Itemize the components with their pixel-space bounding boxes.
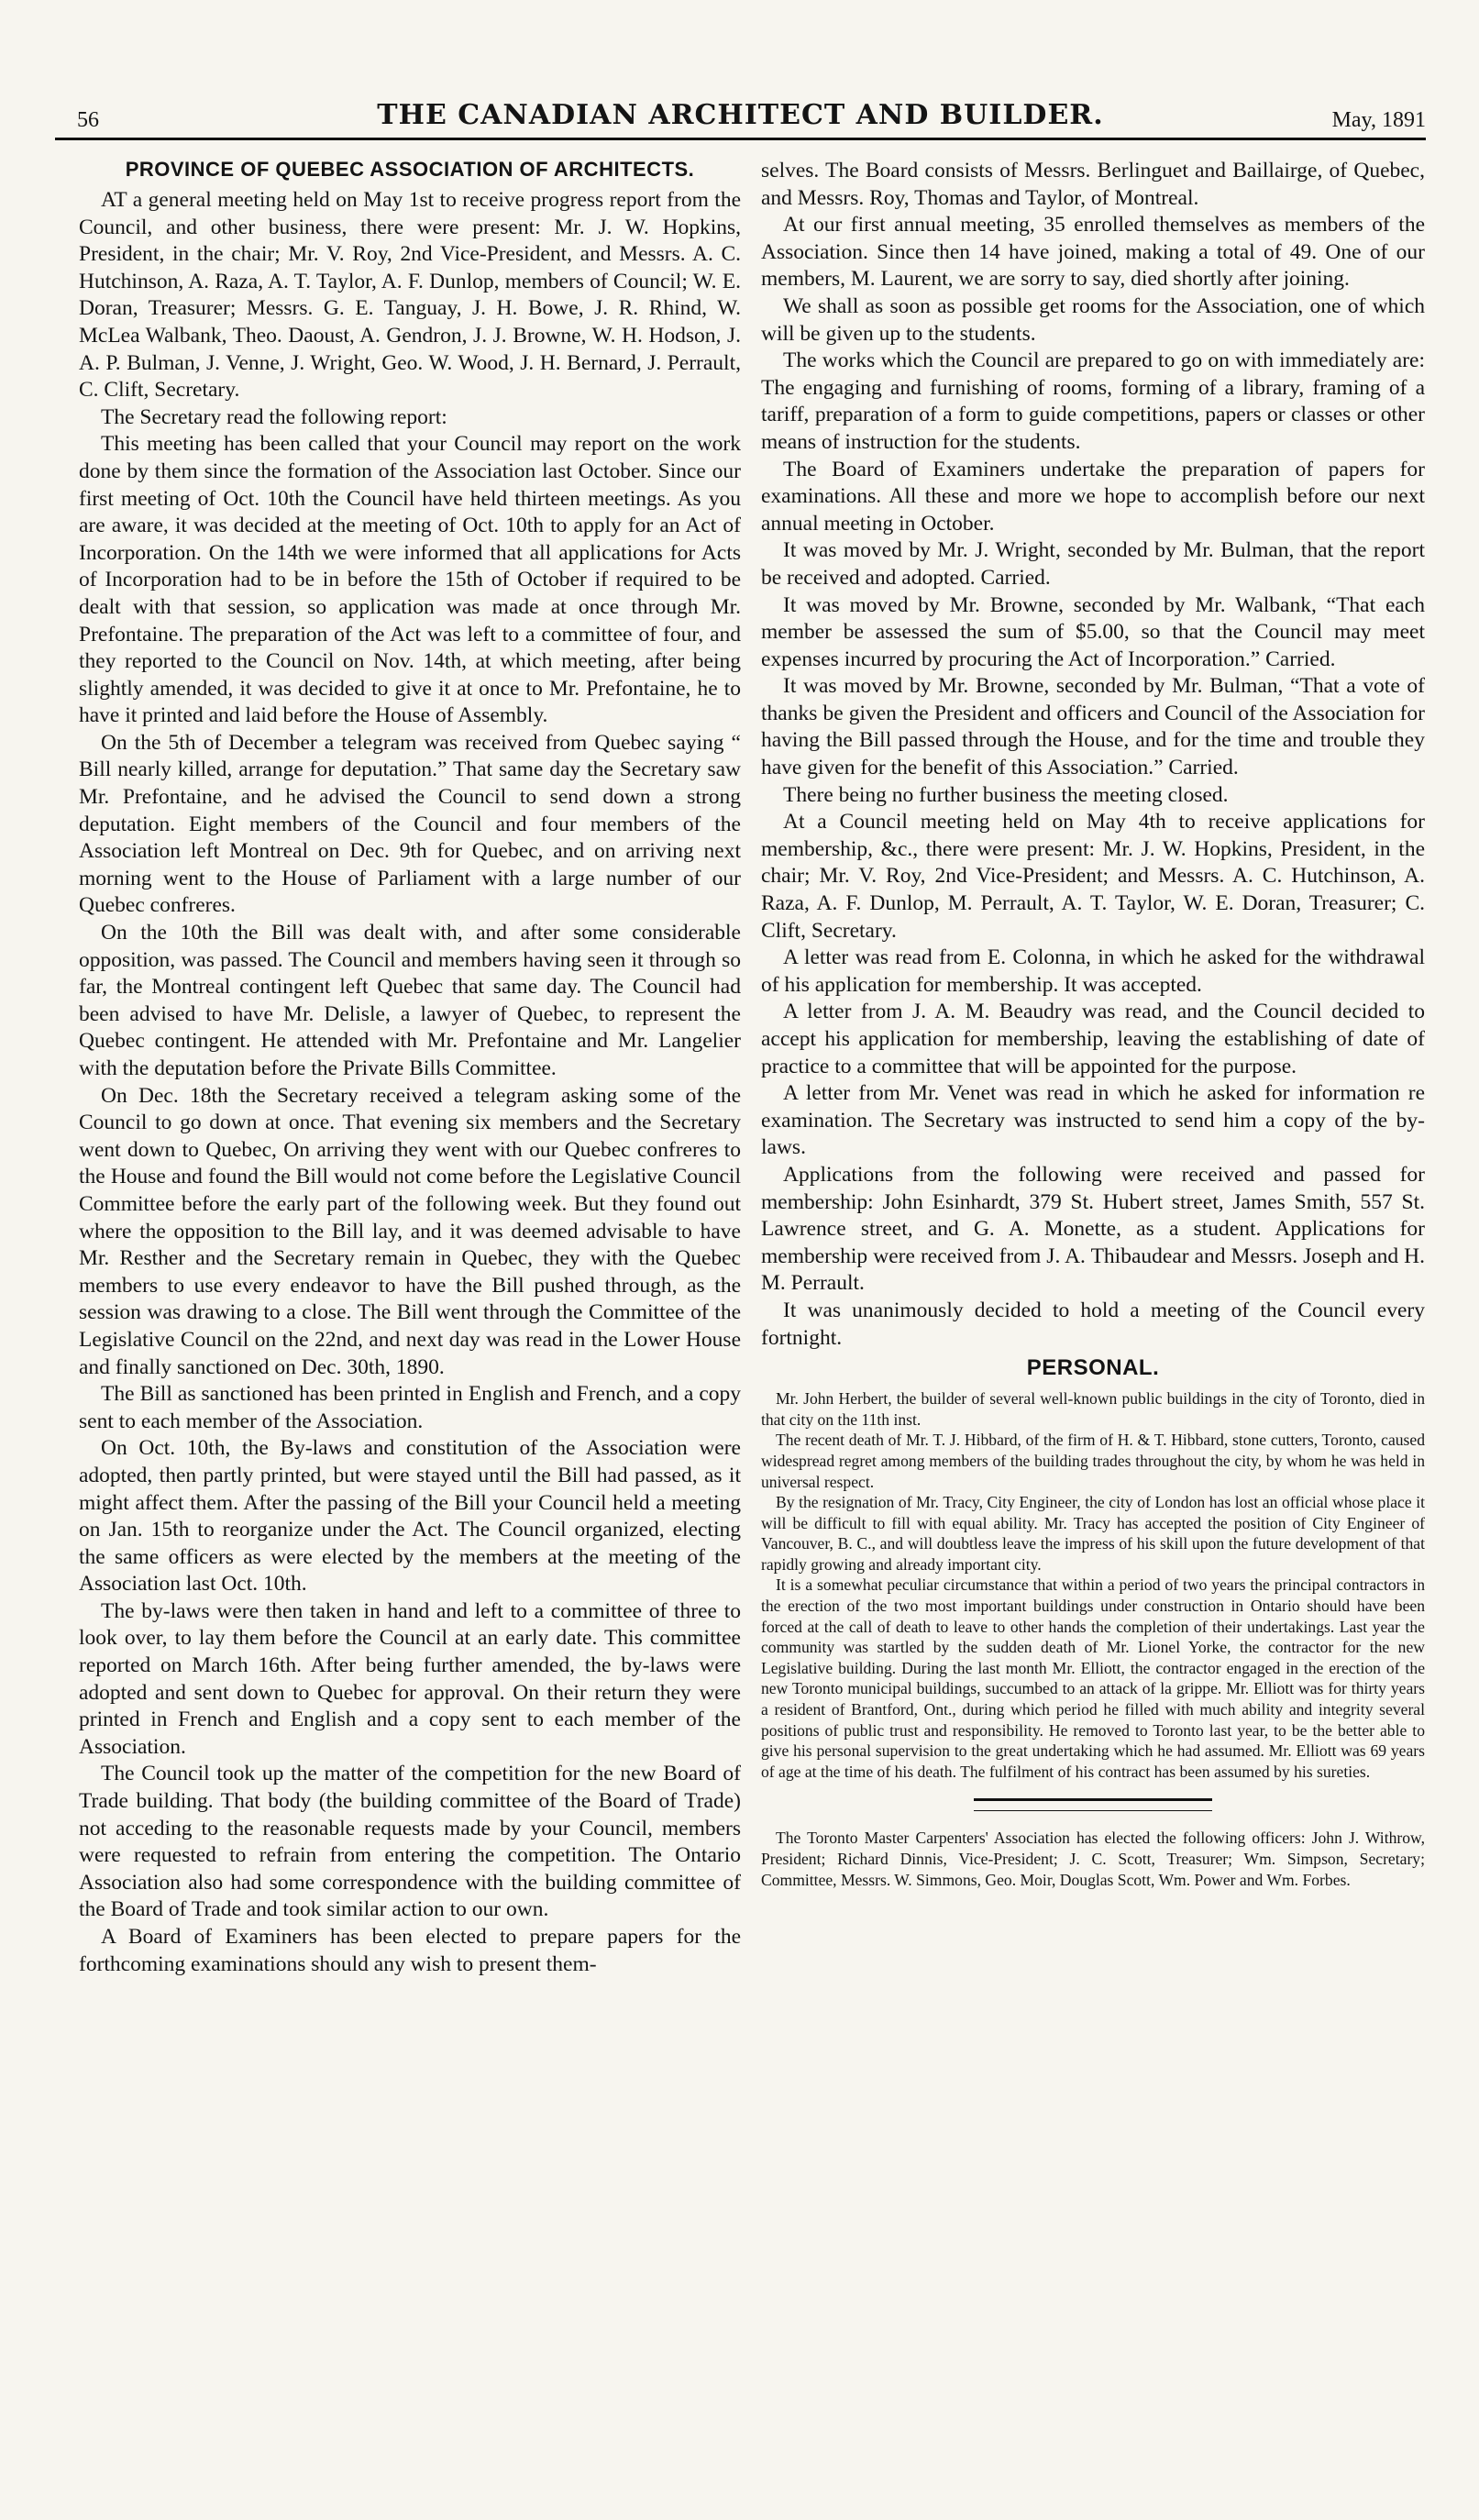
section-divider [974, 1798, 1212, 1811]
article-paragraph: It was moved by Mr. Browne, seconded by Mr. Bulman, “That a vote of thanks be given the President and officers and Council of the Association for having the Bill passed through the House, and for the time and trouble they have given for the benefit of this Association.” Carried. [761, 674, 1425, 780]
article-paragraph: On the 5th of December a telegram was received from Quebec saying “ Bill nearly killed, arrange for deputation.” That same day the Secretary saw Mr. Prefontaine, and he advised the Council to send down a strong deputation. Eight members of the Council and four members of the Association left Montreal on Dec. 9th for Quebec, and on arriving next morning went to the House of Parliament with a large number of our Quebec confreres. [79, 730, 741, 918]
article-paragraph: selves. The Board consists of Messrs. Berlinguet and Baillairge, of Quebec, and Messrs. Roy, Thomas and Taylor, of Montreal. [761, 159, 1425, 210]
article-paragraph: We shall as soon as possible get rooms for the Association, one of which will be given up to the students. [761, 293, 1425, 346]
article-paragraph: A letter was read from E. Colonna, in which he asked for the withdrawal of his application for membership. It was accepted. [761, 945, 1425, 997]
article-title: PROVINCE OF QUEBEC ASSOCIATION OF ARCHITECTS. [125, 158, 695, 181]
article-paragraph: AT a general meeting held on May 1st to receive progress report from the Council, and other business, there were present: Mr. J. W. Hopkins, President, in the chair; Mr. V. Roy, 2nd Vice-President, and Messrs. A. C. Hutchinson, A. Raza, A. T. Taylor, A. F. Dunlop, members of Council; W. E. Doran, Treasurer; Messrs. G. E. Tanguay, J. H. Bowe, J. R. Rhind, W. McLea Walbank, Theo. Daoust, A. Gendron, J. J. Browne, W. H. Hodson, J. A. P. Bulman, J. Venne, J. Wright, Geo. W. Wood, J. H. Bernard, J. Perrault, C. Clift, Secretary. [79, 188, 741, 403]
personal-paragraph: It is a somewhat peculiar circumstance that within a period of two years the principal contractors in the erection of the two most important buildings under construction in Ontario should have been forced at the call of death to leave to other hands the completion of their undertakings. Last year the community was startled by the sudden death of Mr. Lionel Yorke, the contractor for the new Legislative building. During the last month Mr. Elliott, the contractor engaged in the erection of the new Toronto municipal buildings, succumbed to an attack of la grippe. Mr. Elliott was for thirty years a resident of Brantford, Ont., during which period he filled with much ability and integrity several positions of public trust and responsibility. He removed to Toronto last year, to be the better able to give his personal supervision to the great undertaking which he had assumed. Mr. Elliott was 69 years of age at the time of his death. The fulfilment of his contract has been assumed by his sureties. [761, 1575, 1425, 1781]
article-paragraph: It was moved by Mr. Browne, seconded by Mr. Walbank, “That each member be assessed the sum of $5.00, so that the Council may meet expenses incurred by procuring the Act of Incorporation.” Carried. [761, 592, 1425, 671]
article-paragraph: This meeting has been called that your Council may report on the work done by them since the formation of the Association last October. Since our first meeting of Oct. 10th the Council have held thirteen meetings. As you are aware, it was decided at the meeting of Oct. 10th to apply for an Act of Incorporation. On the 14th we were informed that all applications for Acts of Incorporation had to be in before the 15th of October if required to be dealt with that session, so application was made at once through Mr. Prefontaine. The preparation of the Act was left to a committee of four, and they reported to the Council on Nov. 14th, at which meeting, after being slightly amended, it was decided to give it at once to Mr. Prefontaine, he to have it printed and laid before the House of Assembly. [79, 432, 741, 728]
personal-paragraph: The recent death of Mr. T. J. Hibbard, of the firm of H. & T. Hibbard, stone cutters, Toronto, caused widespread regret among members of the building trades throughout the city, by whom he was held in universal respect. [761, 1431, 1425, 1491]
article-paragraph: Applications from the following were received and passed for membership: John Esinhardt, 379 St. Hubert street, James Smith, 557 St. Lawrence street, and G. A. Monette, as a student. Applications for membership were received from J. A. Thibaudear and Messrs. Joseph and H. M. Perrault. [761, 1162, 1425, 1296]
left-column [79, 158, 741, 1978]
issue-date: May, 1891 [1331, 108, 1426, 132]
article-paragraph: At a Council meeting held on May 4th to receive applications for membership, &c., there were present: Mr. J. W. Hopkins, President, in the chair; Mr. V. Roy, 2nd Vice-President; and Messrs. A. C. Hutchinson, A. Raza, A. F. Dunlop, M. Perrault, A. T. Taylor, W. E. Doran, Treasurer; C. Clift, Secretary. [761, 810, 1425, 943]
article-paragraph: A Board of Examiners has been elected to prepare papers for the forthcoming examinations should any wish to present them- [79, 1925, 741, 1976]
personal-paragraph: Mr. John Herbert, the builder of several well-known public buildings in the city of Toronto, died in that city on the 11th inst. [761, 1389, 1425, 1429]
personal-paragraph: By the resignation of Mr. Tracy, City Engineer, the city of London has lost an official whose place it will be difficult to fill with equal ability. Mr. Tracy has accepted the position of City Engineer of Vancouver, B. C., and will doubtless leave the impress of his skill upon the future development of that rapidly growing and already important city. [761, 1493, 1425, 1574]
article-paragraph: The Bill as sanctioned has been printed in English and French, and a copy sent to each member of the Association. [79, 1382, 741, 1433]
article-paragraph: At our first annual meeting, 35 enrolled themselves as members of the Association. Since then 14 have joined, making a total of 49. One of our members, M. Laurent, we are sorry to say, died shortly after joining. [761, 213, 1425, 292]
article-paragraph: The Board of Examiners undertake the preparation of papers for examinations. All these and more we hope to accomplish before our next annual meeting in October. [761, 457, 1425, 536]
article-paragraph: There being no further business the meeting closed. [783, 782, 1229, 807]
page-number: 56 [77, 108, 99, 132]
personal-title: PERSONAL. [1026, 1355, 1160, 1381]
article-paragraph: On Oct. 10th, the By-laws and constitution of the Association were adopted, then partly printed, but were stayed until the Bill had passed, as it might affect them. After the passing of the Bill your Council held a meeting on Jan. 15th to reorganize under the Act. The Council organized, electing the same officers as were elected by the members at the meeting of the Association last Oct. 10th. [79, 1436, 741, 1597]
article-paragraph: The Council took up the matter of the competition for the new Board of Trade building. That body (the building committee of the Board of Trade) not acceding to the reasonable requests made by your Council, members were requested to refrain from entering the competition. The Ontario Association also had some correspondence with the building committee of the Board of Trade and took similar action to our own. [79, 1762, 741, 1922]
article-paragraph: On Dec. 18th the Secretary received a telegram asking some of the Council to go down at once. That evening six members and the Secretary went down to Quebec, On arriving they went with our Quebec confreres to the House and found the Bill would not come before the Legislative Council Committee before the early part of the following week. But they found out where the opposition to the Bill lay, and it was deemed advisable to have Mr. Resther and the Secretary remain in Quebec, they with the Quebec members to use every endeavor to have the Bill pushed through, as the session was drawing to a close. The Bill went through the Committee of the Legislative Council on the 22nd, and next day was read in the Lower House and finally sanctioned on Dec. 30th, 1890. [79, 1083, 741, 1379]
article-paragraph: The works which the Council are prepared to go on with immediately are: The engaging and furnishing of rooms, forming of a library, framing of a tariff, preparation of a form to guide competitions, papers or classes or other means of instruction for the students. [761, 348, 1425, 454]
article-paragraph: The by-laws were then taken in hand and left to a committee of three to look over, to lay them before the Council at an early date. This committee reported on March 16th. After being further amended, the by-laws were adopted and sent down to Quebec for approval. On their return they were printed in French and English and a copy sent to each member of the Association. [79, 1598, 741, 1759]
carpenters-notice: The Toronto Master Carpenters' Association has elected the following officers: John J. Withrow, President; Richard Dinnis, Vice-President; J. C. Scott, Treasurer; Wm. Simpson, Secretary; Committee, Messrs. W. Simmons, Geo. Moir, Douglas Scott, Wm. Power and Wm. Forbes. [761, 1829, 1425, 1889]
right-column [761, 158, 1425, 1890]
article-paragraph: It was moved by Mr. J. Wright, seconded by Mr. Bulman, that the report be received and adopted. Carried. [761, 538, 1425, 590]
masthead: THE CANADIAN ARCHITECT AND BUILDER. [377, 99, 1104, 131]
header-rule [55, 138, 1426, 140]
article-paragraph: A letter from J. A. M. Beaudry was read, and the Council decided to accept his application for membership, leaving the establishing of date of practice to a committee that will be appointed for the purpose. [761, 1000, 1425, 1078]
page-header [55, 99, 1426, 143]
article-paragraph: The Secretary read the following report: [101, 404, 447, 429]
article-paragraph: It was unanimously decided to hold a meeting of the Council every fortnight. [761, 1298, 1425, 1350]
article-paragraph: A letter from Mr. Venet was read in which he asked for information re examination. The Secretary was instructed to send him a copy of the by-laws. [761, 1081, 1425, 1160]
article-paragraph: On the 10th the Bill was dealt with, and after some considerable opposition, was passed. The Council and members having seen it through so far, the Montreal contingent left Quebec that same day. The Council had been advised to have Mr. Delisle, a lawyer of Quebec, to represent the Quebec contingent. He attended with Mr. Prefontaine and Mr. Langelier with the deputation before the Private Bills Committee. [79, 921, 741, 1080]
